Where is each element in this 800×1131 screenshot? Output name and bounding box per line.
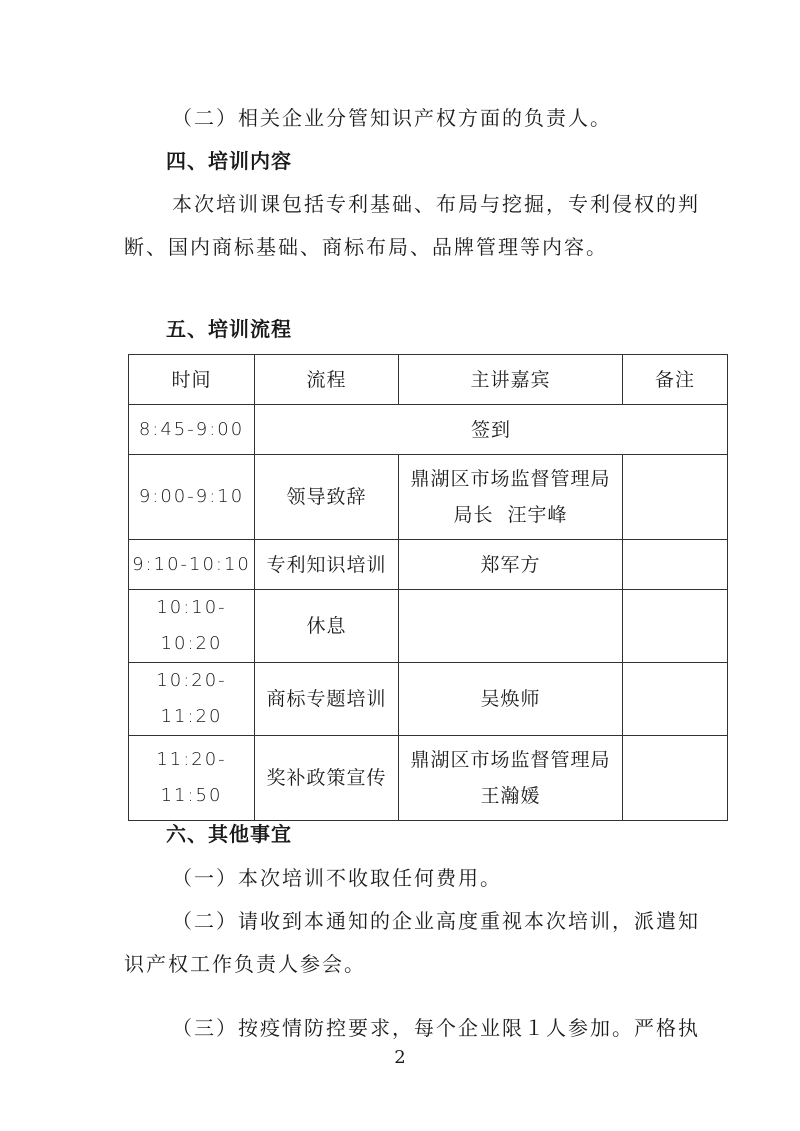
cell-speaker	[399, 736, 623, 821]
header-process: 流程	[255, 355, 399, 405]
cell-note	[623, 540, 728, 590]
section-heading-other-matters: 六、其他事宜	[166, 822, 292, 846]
table-row	[129, 736, 728, 821]
cell-time: 9:10-10:10	[129, 540, 255, 590]
paragraph-attendance-line1: （二）请收到本通知的企业高度重视本次培训，派遣知	[172, 909, 700, 933]
cell-speaker: 吴焕师	[399, 663, 623, 736]
cell-process: 专利知识培训	[255, 540, 399, 590]
header-time: 时间	[129, 355, 255, 405]
cell-note	[623, 663, 728, 736]
cell-process: 休息	[255, 590, 399, 663]
paragraph-attendees-2: （二）相关企业分管知识产权方面的负责人。	[172, 106, 612, 130]
cell-time: 8:45-9:00	[129, 405, 255, 455]
paragraph-covid-limit: （三）按疫情防控要求，每个企业限１人参加。严格执	[172, 1016, 700, 1040]
header-speaker: 主讲嘉宾	[399, 355, 623, 405]
table-row	[129, 590, 728, 663]
cell-speaker	[399, 590, 623, 663]
cell-process: 商标专题培训	[255, 663, 399, 736]
table-row	[129, 663, 728, 736]
cell-process: 领导致辞	[255, 455, 399, 540]
schedule-table	[128, 354, 728, 821]
paragraph-content-line2: 断、国内商标基础、商标布局、品牌管理等内容。	[124, 235, 608, 259]
page-number: 2	[394, 1047, 406, 1068]
cell-time: 11:20-11:50	[129, 736, 255, 821]
paragraph-no-fee: （一）本次培训不收取任何费用。	[172, 866, 502, 890]
cell-time: 10:20-11:20	[129, 663, 255, 736]
cell-time: 10:10-10:20	[129, 590, 255, 663]
speaker-line: 鼎湖区市场监督管理局	[410, 749, 611, 771]
header-note: 备注	[623, 355, 728, 405]
cell-process: 奖补政策宣传	[255, 736, 399, 821]
table-row	[129, 405, 728, 455]
table-header-row	[129, 355, 728, 405]
section-heading-training-content: 四、培训内容	[166, 149, 292, 173]
cell-time: 9:00-9:10	[129, 455, 255, 540]
cell-speaker: 郑军方	[399, 540, 623, 590]
cell-note	[623, 736, 728, 821]
cell-note	[623, 455, 728, 540]
speaker-line: 局长 汪宇峰	[453, 504, 568, 526]
speaker-line: 鼎湖区市场监督管理局	[410, 468, 611, 490]
paragraph-attendance-line2: 识产权工作负责人参会。	[124, 952, 366, 976]
table-row	[129, 540, 728, 590]
section-heading-training-schedule: 五、培训流程	[166, 317, 292, 341]
cell-merged: 签到	[255, 405, 728, 455]
speaker-line: 王瀚媛	[480, 785, 541, 807]
paragraph-content-line1: 本次培训课包括专利基础、布局与挖掘，专利侵权的判	[172, 192, 700, 216]
table-row	[129, 455, 728, 540]
cell-note	[623, 590, 728, 663]
cell-speaker	[399, 455, 623, 540]
